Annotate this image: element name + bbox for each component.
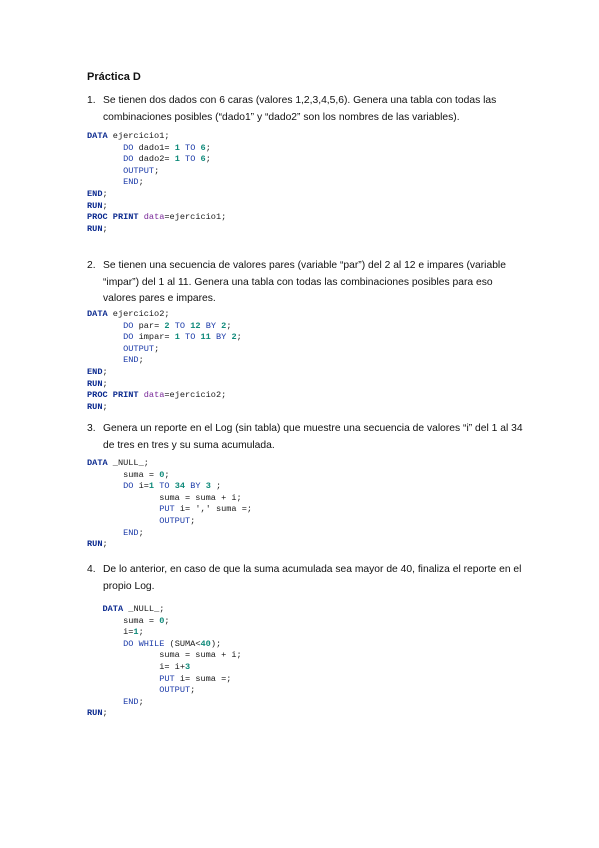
- code-token: );: [210, 638, 222, 649]
- code-token: [87, 604, 102, 614]
- code-token: 6: [200, 154, 206, 165]
- question-number: 4.: [87, 564, 96, 575]
- code-token: 34: [174, 481, 186, 492]
- code-token: DO: [123, 320, 134, 331]
- code-token: ;: [102, 223, 108, 234]
- code-token: DO: [123, 481, 134, 492]
- code-line: [87, 528, 252, 540]
- question-4: [87, 562, 527, 595]
- code-block-2: [87, 309, 242, 413]
- code-token: ;: [138, 627, 144, 638]
- code-token: PROC PRINT: [87, 390, 139, 401]
- code-token: RUN: [87, 378, 103, 389]
- code-token: 2: [221, 320, 227, 331]
- code-line: [87, 177, 226, 189]
- code-token: ejercicio2;: [107, 309, 170, 319]
- question-number: 1.: [87, 95, 96, 106]
- code-token: BY: [210, 332, 232, 343]
- code-token: [87, 332, 123, 342]
- code-token: PUT: [159, 504, 175, 515]
- code-token: RUN: [87, 223, 103, 234]
- code-token: suma = suma + i;: [87, 650, 242, 661]
- code-token: 6: [200, 142, 206, 153]
- code-line: [87, 481, 252, 493]
- code-token: 2: [164, 320, 170, 331]
- code-token: TO: [179, 332, 201, 343]
- code-token: ;: [102, 188, 108, 199]
- code-block-4: [87, 604, 242, 720]
- code-line: [87, 458, 252, 470]
- code-line: [87, 539, 252, 551]
- code-line: [87, 309, 242, 321]
- code-token: ;: [102, 378, 108, 389]
- code-line: [87, 402, 242, 414]
- code-token: DATA: [87, 131, 108, 141]
- code-line: [87, 650, 242, 662]
- question-text: De lo anterior, en caso de que la suma acumulada sea mayor de 40, finaliza el reporte en el propio Log.: [103, 564, 522, 592]
- code-token: suma = suma + i;: [87, 492, 242, 503]
- code-token: [87, 674, 159, 684]
- code-token: [87, 504, 159, 514]
- question-number: 3.: [87, 423, 96, 434]
- code-token: 12: [190, 320, 201, 331]
- code-token: ;: [102, 539, 108, 550]
- code-token: ;: [102, 708, 108, 719]
- code-token: ;: [164, 615, 170, 626]
- code-token: 0: [159, 615, 165, 626]
- code-token: DATA: [87, 458, 108, 468]
- code-token: TO: [154, 481, 175, 492]
- question-text: Se tienen dos dados con 6 caras (valores 1,2,3,4,5,6). Genera una tabla con todas las combinaciones posibles (“dado1” y “dado2” son los nombres de las variables).: [103, 95, 497, 123]
- code-token: [87, 177, 123, 187]
- code-token: OUTPUT: [159, 515, 191, 526]
- code-token: 2: [231, 332, 237, 343]
- code-token: ;: [102, 401, 108, 412]
- code-token: [87, 344, 123, 354]
- code-token: TO: [179, 142, 201, 153]
- code-line: [87, 379, 242, 391]
- code-token: [87, 481, 123, 491]
- code-block-1: [87, 131, 226, 235]
- code-token: 40: [200, 638, 211, 649]
- code-token: ;: [138, 527, 144, 538]
- code-line: [87, 154, 226, 166]
- code-line: [87, 355, 242, 367]
- code-token: DO: [123, 154, 134, 165]
- code-token: END: [87, 188, 103, 199]
- code-token: [87, 355, 123, 365]
- code-line: [87, 143, 226, 155]
- code-token: [87, 166, 123, 176]
- code-token: DO WHILE: [123, 638, 165, 649]
- code-line: [87, 321, 242, 333]
- code-token: ;: [164, 469, 170, 480]
- code-token: TO: [179, 154, 201, 165]
- code-line: [87, 189, 226, 201]
- code-token: 3: [205, 481, 211, 492]
- code-line: [87, 639, 242, 651]
- question-2: [87, 258, 527, 308]
- code-line: [87, 674, 242, 686]
- code-token: BY: [185, 481, 206, 492]
- code-token: ;: [138, 177, 144, 188]
- code-token: ;: [236, 332, 242, 343]
- code-token: ;: [102, 366, 108, 377]
- code-token: 1: [174, 154, 180, 165]
- code-token: ;: [154, 343, 160, 354]
- code-token: ;: [138, 355, 144, 366]
- code-token: (SUMA<: [164, 638, 201, 649]
- code-token: 11: [200, 332, 211, 343]
- code-token: [87, 528, 123, 538]
- code-token: [87, 639, 123, 649]
- code-line: [87, 604, 242, 616]
- code-line: [87, 627, 242, 639]
- code-token: RUN: [87, 401, 103, 412]
- code-token: ;: [226, 320, 232, 331]
- code-token: OUTPUT: [123, 343, 155, 354]
- code-token: suma =: [87, 615, 160, 626]
- code-token: i= suma =;: [174, 673, 232, 684]
- code-token: =ejercicio1;: [164, 212, 227, 223]
- question-text: Se tienen una secuencia de valores pares (variable “par”) del 2 al 12 e impares (variable “impar”) del 1 al 11. Genera una tabla con todas las combinaciones posibles para eso valores pares e impares.: [103, 260, 506, 304]
- code-line: [87, 212, 226, 224]
- code-token: RUN: [87, 539, 103, 550]
- code-token: ;: [138, 696, 144, 707]
- code-token: par=: [133, 320, 165, 331]
- code-line: [87, 685, 242, 697]
- code-token: suma =: [87, 469, 160, 480]
- code-token: PROC PRINT: [87, 212, 139, 223]
- code-token: ;: [210, 481, 222, 492]
- code-token: data: [143, 212, 165, 223]
- code-line: [87, 493, 252, 505]
- code-token: _NULL_;: [107, 458, 149, 468]
- code-block-3: [87, 458, 252, 551]
- code-line: [87, 697, 242, 709]
- code-token: BY: [200, 320, 222, 331]
- code-token: ;: [190, 515, 196, 526]
- question-text: Genera un reporte en el Log (sin tabla) que muestre una secuencia de valores “i” del 1 al 34 de tres en tres y su suma acumulada.: [103, 423, 523, 451]
- code-token: DO: [123, 332, 134, 343]
- code-token: 1: [174, 332, 180, 343]
- code-token: 1: [148, 481, 155, 492]
- code-line: [87, 166, 226, 178]
- code-token: END: [87, 366, 103, 377]
- code-line: [87, 390, 242, 402]
- code-token: ejercicio1;: [107, 131, 170, 141]
- code-token: DATA: [102, 604, 124, 614]
- code-token: dado1=: [133, 142, 175, 153]
- code-token: TO: [169, 320, 191, 331]
- code-line: [87, 332, 242, 344]
- code-line: [87, 367, 242, 379]
- code-token: data: [143, 390, 165, 401]
- code-token: i=: [133, 481, 149, 492]
- code-token: DATA: [87, 309, 108, 319]
- code-token: RUN: [87, 200, 103, 211]
- code-line: [87, 131, 226, 143]
- question-3: [87, 421, 527, 454]
- code-line: [87, 201, 226, 213]
- code-token: ;: [102, 200, 108, 211]
- code-line: [87, 224, 226, 236]
- code-token: END: [123, 527, 139, 538]
- question-1: [87, 93, 527, 126]
- code-token: 3: [185, 661, 191, 672]
- code-token: 1: [174, 142, 180, 153]
- code-token: _NULL_;: [123, 604, 165, 614]
- code-line: [87, 516, 252, 528]
- code-line: [87, 708, 242, 720]
- code-token: OUTPUT: [123, 165, 155, 176]
- code-token: END: [123, 696, 139, 707]
- code-line: [87, 344, 242, 356]
- code-token: PUT: [159, 673, 175, 684]
- code-token: OUTPUT: [159, 685, 191, 696]
- code-token: [87, 685, 159, 695]
- code-token: impar=: [133, 332, 175, 343]
- code-token: ;: [205, 142, 211, 153]
- code-token: [87, 321, 123, 331]
- page-title: Práctica D: [87, 71, 141, 83]
- code-line: [87, 470, 252, 482]
- code-token: ;: [190, 685, 196, 696]
- code-token: ;: [205, 154, 211, 165]
- code-token: RUN: [87, 708, 103, 719]
- code-token: ;: [154, 165, 160, 176]
- code-token: i= i+: [87, 661, 185, 672]
- question-number: 2.: [87, 260, 96, 271]
- code-token: DO: [123, 142, 134, 153]
- code-token: =ejercicio2;: [164, 390, 227, 401]
- code-token: i=: [87, 627, 134, 638]
- code-token: [87, 697, 123, 707]
- code-token: [87, 516, 159, 526]
- code-line: [87, 616, 242, 628]
- code-token: i= ',' suma =;: [174, 504, 253, 515]
- code-line: [87, 662, 242, 674]
- code-token: 1: [133, 627, 139, 638]
- code-token: END: [123, 355, 139, 366]
- code-token: END: [123, 177, 139, 188]
- code-token: 0: [159, 469, 165, 480]
- code-token: [87, 143, 123, 153]
- code-token: dado2=: [133, 154, 175, 165]
- code-token: [87, 154, 123, 164]
- code-line: [87, 504, 252, 516]
